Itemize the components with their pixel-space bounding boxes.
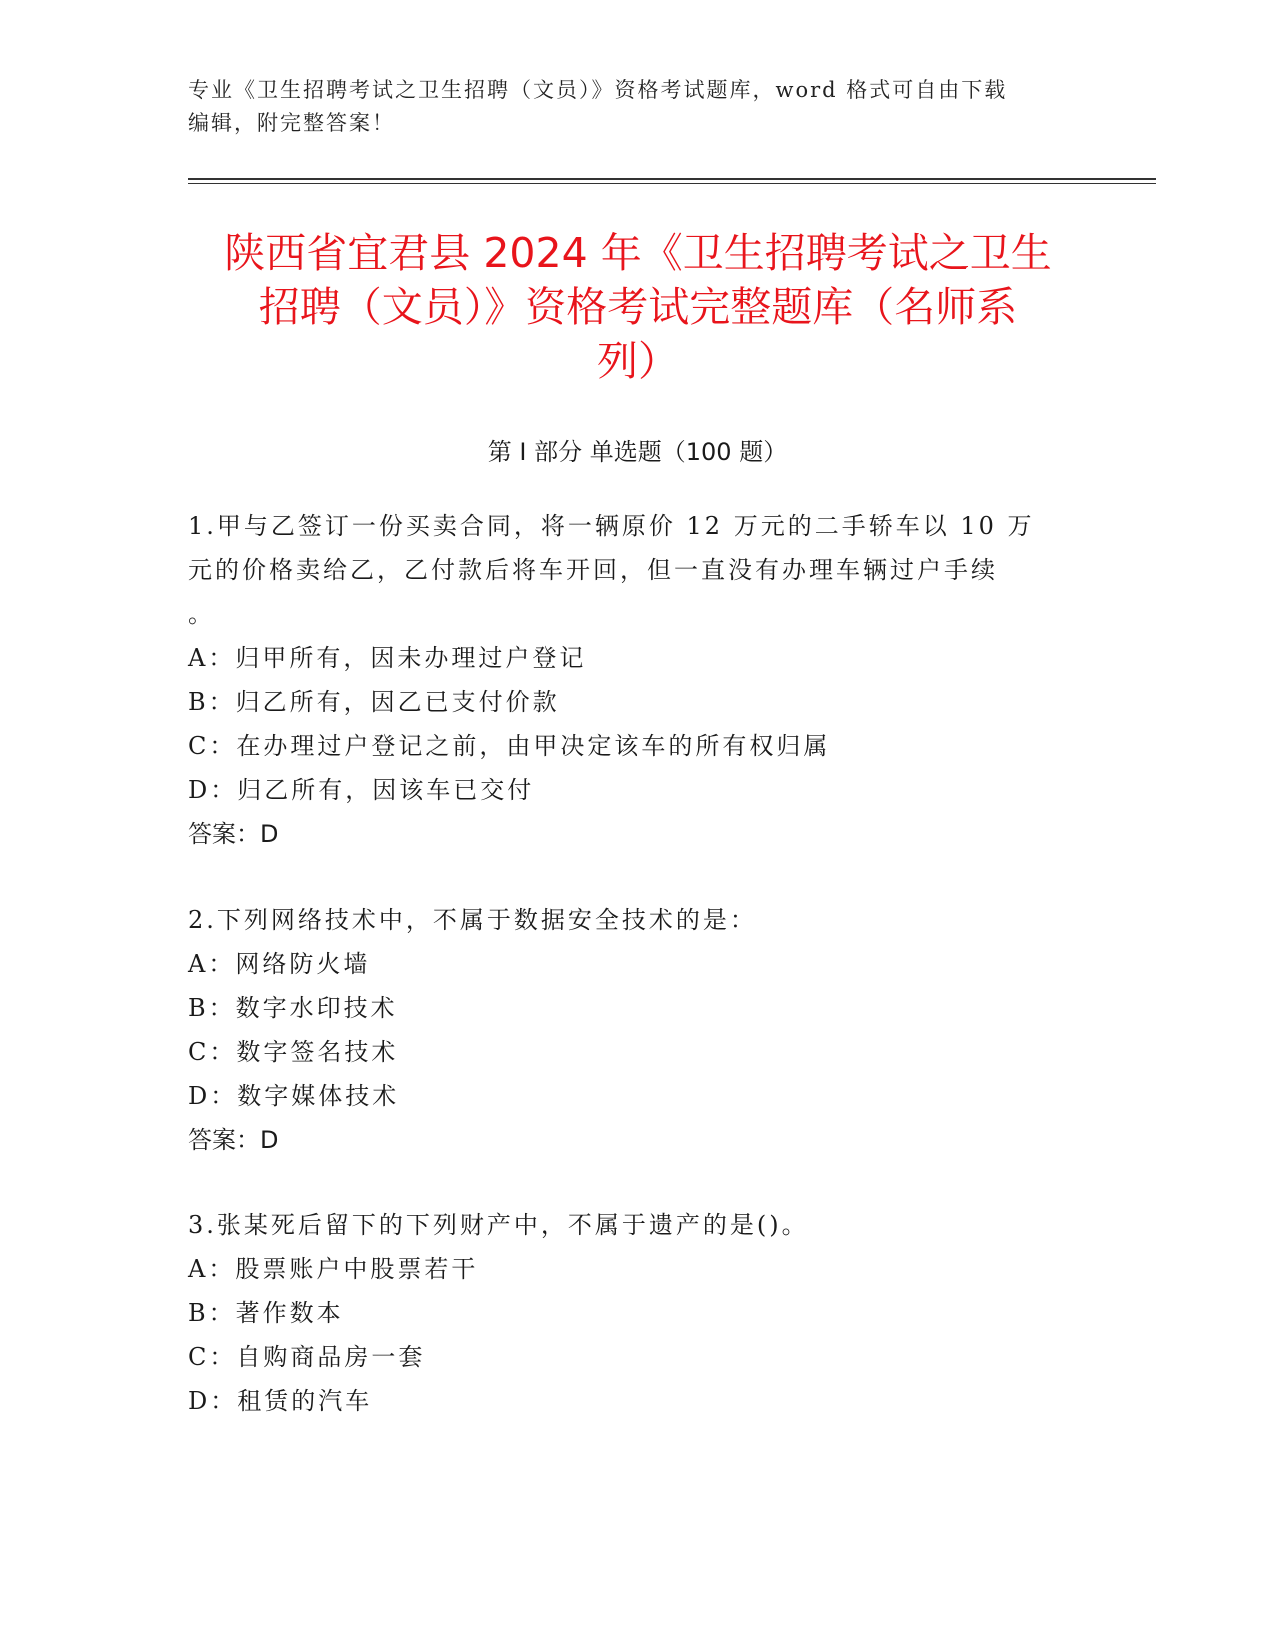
header-divider-thin	[188, 183, 1156, 184]
question-1-option-a: A：归甲所有，因未办理过户登记	[188, 644, 587, 672]
question-2-answer: 答案：D	[188, 1126, 279, 1154]
question-2-stem-line-1: 2.下列网络技术中，不属于数据安全技术的是：	[188, 906, 757, 934]
document-title-line-2: 招聘（文员）》资格考试完整题库（名师系	[258, 283, 1018, 331]
header-divider-thick	[188, 178, 1156, 180]
question-2-option-d: D：数字媒体技术	[188, 1082, 400, 1110]
question-1-option-c: C：在办理过户登记之前，由甲决定该车的所有权归属	[188, 732, 831, 760]
question-2-option-c: C：数字签名技术	[188, 1038, 399, 1066]
question-1-stem-line-3: 。	[188, 600, 215, 628]
question-1-answer: 答案：D	[188, 820, 279, 848]
header-note-line-1: 专业《卫生招聘考试之卫生招聘（文员）》资格考试题库，word 格式可自由下载	[188, 78, 1008, 102]
question-3-option-c: C：自购商品房一套	[188, 1343, 426, 1371]
question-2-option-b: B：数字水印技术	[188, 994, 398, 1022]
question-3-option-d: D：租赁的汽车	[188, 1387, 373, 1415]
question-1-stem-line-2: 元的价格卖给乙，乙付款后将车开回，但一直没有办理车辆过户手续	[188, 556, 998, 584]
header-note	[188, 74, 1068, 140]
header-note-line-2: 编辑，附完整答案！	[188, 111, 395, 135]
document-title-line-1: 陕西省宜君县 2024 年《卫生招聘考试之卫生	[224, 229, 1052, 277]
question-3-option-b: B：著作数本	[188, 1299, 344, 1327]
section-heading: 第 I 部分 单选题（100 题）	[487, 438, 788, 466]
question-1-option-d: D：归乙所有，因该车已交付	[188, 776, 535, 804]
document-title	[160, 226, 1116, 388]
question-2-option-a: A：网络防火墙	[188, 950, 371, 978]
question-1-option-b: B：归乙所有，因乙已支付价款	[188, 688, 560, 716]
document-title-line-3: 列）	[597, 337, 679, 385]
question-1-stem-line-1: 1.甲与乙签订一份买卖合同，将一辆原价 12 万元的二手轿车以 10 万	[188, 512, 1035, 540]
question-3-option-a: A：股票账户中股票若干	[188, 1255, 479, 1283]
question-3-stem-line-1: 3.张某死后留下的下列财产中，不属于遗产的是()。	[188, 1211, 809, 1239]
